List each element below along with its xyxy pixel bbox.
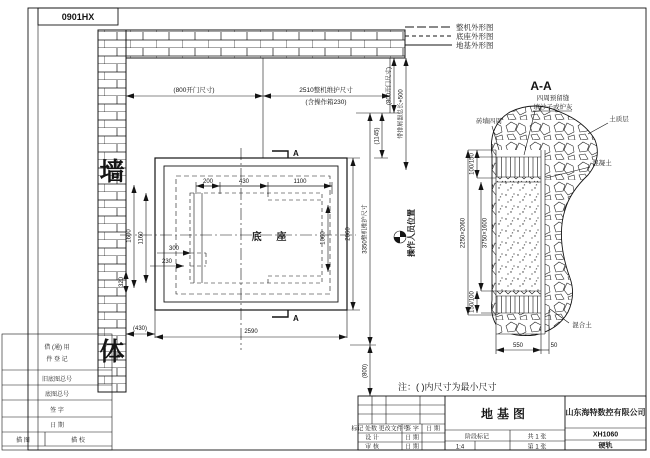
dim-800b: (800)	[362, 363, 369, 379]
tb-sign: 签 字	[405, 426, 419, 433]
drawing-note: 注：( )内尺寸为最小尺寸	[398, 382, 497, 392]
section-letter-bottom: A	[293, 314, 299, 323]
section-view	[461, 79, 630, 354]
dim-1145: (1145)	[374, 127, 381, 145]
section-label-concrete: 混凝土	[592, 160, 612, 167]
sheet-code: 0901HX	[61, 12, 95, 22]
tb-scale: 1:4	[455, 444, 465, 451]
dim-2060: 2060	[345, 227, 352, 241]
plan-dimensions	[119, 58, 406, 396]
section-letter-top: A	[293, 149, 299, 158]
section-title: A-A	[530, 79, 552, 93]
ext-right-chain	[350, 113, 400, 396]
dim-1160: 1160	[138, 231, 145, 245]
tb-sheets-total: 共 1 张	[527, 434, 547, 441]
section-dim-550: 550	[512, 343, 524, 349]
corner-table	[2, 334, 112, 450]
dim-430: 430	[238, 179, 250, 185]
wall-char-top: 墙	[99, 158, 125, 186]
base-label: 底 座	[251, 232, 293, 243]
section-dim-50: 50	[550, 343, 558, 349]
corner-r5: 日 期	[50, 423, 64, 429]
legend	[405, 22, 494, 50]
operator-label: 操作人员位置	[407, 209, 416, 257]
dim-430p: (430)	[132, 326, 148, 332]
section-mark-top	[272, 151, 288, 158]
ext-inner-top	[196, 182, 332, 194]
dim-1100: 1100	[293, 179, 307, 185]
legend-label-base: 底座外形图	[456, 32, 494, 41]
section-label-gap: 四周预留缝	[536, 95, 570, 102]
operator-position	[394, 209, 416, 257]
dim-conveyor: 带排屑器总长+500	[398, 89, 405, 139]
dim-1600: 1600	[126, 229, 133, 243]
top-wall	[98, 30, 405, 58]
section-dim-depth-inner: 3750×1600	[482, 217, 489, 249]
base-notch-lines	[190, 253, 206, 266]
operator-symbol-quadrant-2	[394, 237, 400, 243]
section-label-wall: 砖墙四周	[476, 118, 502, 125]
corner-r1a: 借 (通) 用	[44, 345, 70, 351]
title-block	[351, 396, 646, 451]
title-block-columns	[445, 396, 565, 450]
tb-date: 日 期	[426, 426, 440, 433]
dim-maint-top: 2510整机维护尺寸	[299, 87, 353, 94]
dim-1060: 1060	[320, 231, 327, 245]
corner-r6a: 描 图	[16, 438, 30, 444]
pit-bottom-tri-band	[497, 291, 541, 296]
legend-label-machine: 整机外形图	[456, 23, 494, 32]
legend-label-foundation: 地基外形图	[456, 41, 494, 50]
pit-top-brick-band	[497, 157, 541, 177]
dim-2590: 2590	[244, 329, 258, 335]
section-label-soil: 土质层	[609, 116, 629, 123]
section-dim-bottom-small: 150/100	[469, 291, 476, 313]
pit-top-tri-band	[497, 177, 541, 182]
leader-soil	[588, 123, 608, 134]
dim-maint-right: 3350整机维护尺寸	[362, 204, 369, 254]
drawing-number: XH1060	[592, 431, 619, 439]
tb-sheet-no: 第 1 张	[527, 444, 547, 451]
pit-bottom-rubble	[497, 313, 541, 334]
dim-door-right: (800开门尺寸)	[386, 66, 393, 106]
section-mark-bottom	[272, 310, 288, 317]
code-box	[38, 8, 118, 25]
pit-bottom-brick-band	[497, 296, 541, 313]
operator-symbol-quadrant-1	[400, 231, 406, 237]
section-label-mixed: 混合土	[572, 322, 592, 329]
corner-r4: 签 字	[50, 408, 64, 414]
corner-r6b: 描 校	[71, 438, 85, 444]
section-dim-top-small: 100/150	[469, 153, 476, 175]
section-dim-depth-outer: 2250×2060	[460, 217, 467, 249]
tb-header-left: 标记 处数 更改文件号	[351, 426, 409, 433]
dim-300: 300	[168, 246, 180, 252]
wall-char-bottom: 体	[99, 338, 125, 366]
tb-date2: 日 期	[405, 435, 419, 442]
tb-audit: 审 核	[365, 444, 379, 451]
corner-r3: 底图总号	[44, 392, 70, 398]
drawing-extra: 硬轨	[598, 442, 613, 450]
dim-200: 200	[202, 179, 214, 185]
tb-stage-label: 阶段标记	[464, 434, 490, 441]
corner-r2: 旧底图总号	[41, 377, 73, 383]
corner-r1b: 件 登 记	[46, 357, 68, 363]
drawing-title: 地基图	[480, 407, 530, 421]
company-name: 山东海特数控有限公司	[565, 408, 646, 417]
revision-grid	[358, 396, 445, 450]
tb-design: 设 计	[365, 435, 379, 442]
dim-320: 320	[119, 276, 125, 288]
dim-door-top: (800开门尺寸)	[173, 87, 215, 94]
tb-date3: 日 期	[405, 444, 419, 451]
section-label-fill: 填沙子或炉灰	[533, 104, 573, 111]
walls	[98, 30, 405, 392]
dim-230: 230	[161, 259, 173, 265]
pit-concrete-area	[497, 182, 541, 291]
dim-maint-sub: (含操作箱230)	[305, 99, 347, 106]
